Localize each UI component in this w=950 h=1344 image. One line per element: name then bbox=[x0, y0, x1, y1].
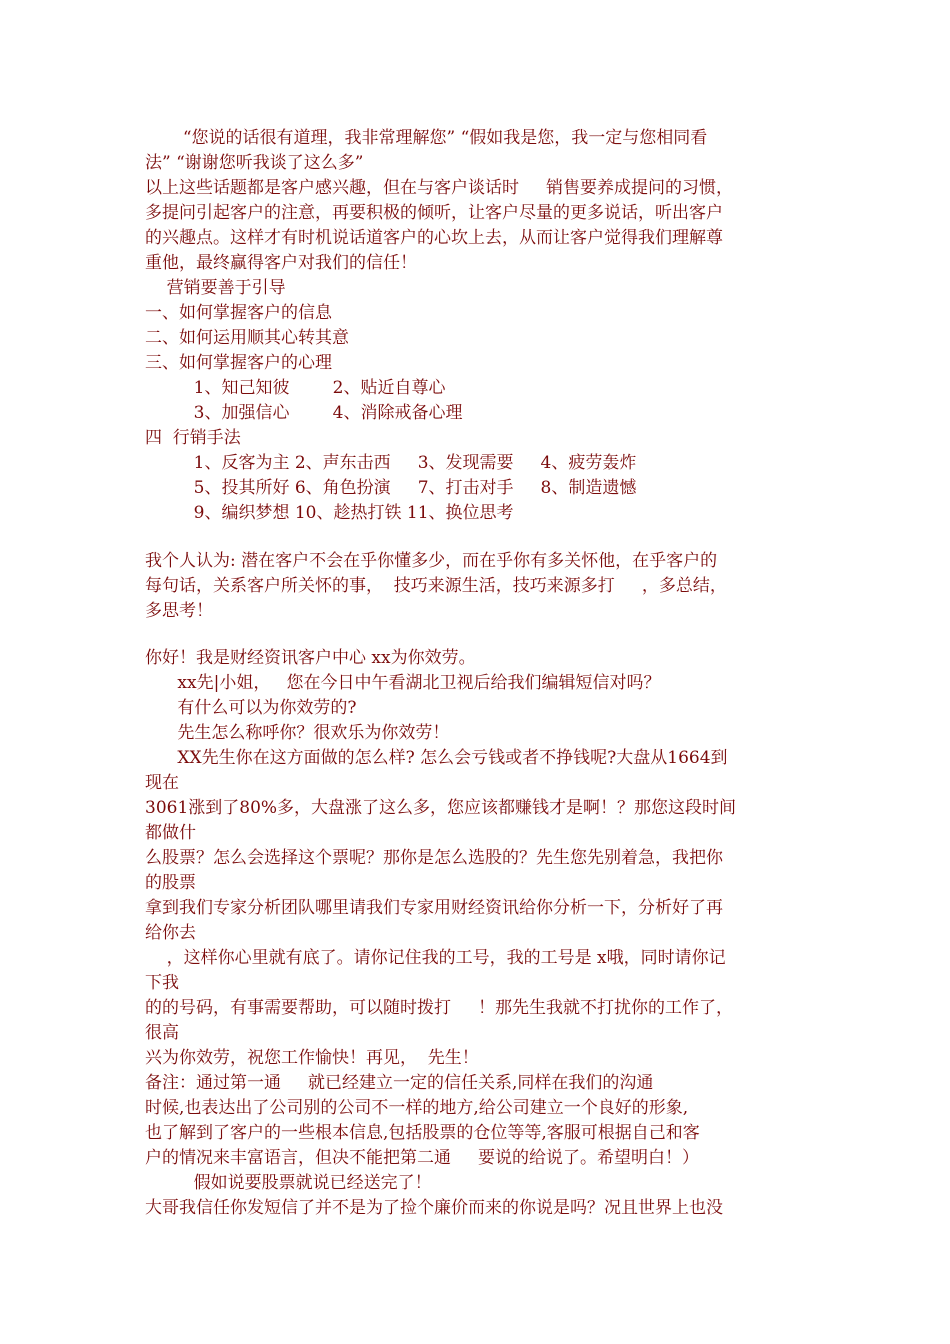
list-item: 三、如何掌握客户的心理 bbox=[145, 353, 332, 373]
sub-list-item: 9、编织梦想 10、趁热打铁 11、换位思考 bbox=[145, 503, 514, 523]
sub-list-item: 5、投其所好 6、角色扮演 7、打击对手 8、制造遗憾 bbox=[145, 478, 637, 498]
text-line: 多提问引起客户的注意，再要积极的倾听，让客户尽量的更多说话，听出客户 bbox=[145, 203, 723, 223]
note-line: 备注：通过第一通 就已经建立一定的信任关系,同样在我们的沟通 bbox=[145, 1073, 654, 1093]
script-line: 都做什 bbox=[145, 823, 196, 843]
text-line: “您说的话很有道理，我非常理解您” “假如我是您，我一定与您相同看 bbox=[145, 128, 708, 148]
script-line: 拿到我们专家分析团队哪里请我们专家用财经资讯给你分析一下，分析好了再 bbox=[145, 898, 723, 918]
note-line: 也了解到了客户的一些根本信息,包括股票的仓位等等,客服可根据自己和客 bbox=[145, 1123, 700, 1143]
script-line: 有什么可以为你效劳的? bbox=[145, 698, 357, 718]
text-line: 每句话，关系客户所关怀的事， 技巧来源生活，技巧来源多打 ，多总结， bbox=[145, 576, 727, 596]
section-heading: 营销要善于引导 bbox=[145, 278, 286, 298]
script-line: XX先生你在这方面做的怎么样? 怎么会亏钱或者不挣钱呢?大盘从1664到 bbox=[145, 748, 728, 768]
sub-list-item: 3、加强信心 4、消除戒备心理 bbox=[145, 403, 463, 423]
script-line: 兴为你效劳，祝您工作愉快！再见， 先生！ bbox=[145, 1048, 479, 1068]
script-line: 先生怎么称呼你？很欢乐为你效劳！ bbox=[145, 723, 450, 743]
script-line: ，这样你心里就有底了。请你记住我的工号，我的工号是 x哦，同时请你记 bbox=[145, 948, 726, 968]
note-line: 时候,也表达出了公司别的公司不一样的地方,给公司建立一个良好的形象, bbox=[145, 1098, 689, 1118]
script-line: 的股票 bbox=[145, 873, 196, 893]
text-line: 法” “谢谢您听我谈了这么多” bbox=[145, 153, 364, 173]
script-line: xx先|小姐， 您在今日中午看湖北卫视后给我们编辑短信对吗？ bbox=[145, 673, 661, 693]
sub-list-item: 1、反客为主 2、声东击西 3、发现需要 4、疲劳轰炸 bbox=[145, 453, 637, 473]
note-line: 户的情况来丰富语言，但决不能把第二通 要说的给说了。希望明白！） bbox=[145, 1148, 700, 1168]
list-item: 二、如何运用顺其心转其意 bbox=[145, 328, 349, 348]
sub-list-item: 1、知己知彼 2、贴近自尊心 bbox=[145, 378, 446, 398]
text-line: 大哥我信任你发短信了并不是为了捡个廉价而来的你说是吗？况且世界上也没 bbox=[145, 1198, 723, 1218]
text-line: 假如说要股票就说已经送完了！ bbox=[145, 1173, 432, 1193]
list-item: 四 行销手法 bbox=[145, 428, 241, 448]
text-line: 你好！我是财经资讯客户中心 xx为你效劳。 bbox=[145, 648, 476, 668]
list-item: 一、如何掌握客户的信息 bbox=[145, 303, 332, 323]
text-line: 多思考！ bbox=[145, 601, 213, 621]
text-line: 的兴趣点。这样才有时机说话道客户的心坎上去，从而让客户觉得我们理解尊 bbox=[145, 228, 723, 248]
script-line: 很高 bbox=[145, 1023, 179, 1043]
script-line: 下我 bbox=[145, 973, 179, 993]
script-line: 的的号码，有事需要帮助，可以随时拨打 ！那先生我就不打扰你的工作了， bbox=[145, 998, 734, 1018]
script-line: 3061涨到了80%多，大盘涨了这么多，您应该都赚钱才是啊！？那您这段时间 bbox=[145, 798, 737, 818]
text-line: 重他，最终赢得客户对我们的信任！ bbox=[145, 253, 417, 273]
text-line: 我个人认为: 潜在客户不会在乎你懂多少，而在乎你有多关怀他，在乎客户的 bbox=[145, 551, 718, 571]
script-line: 现在 bbox=[145, 773, 179, 793]
script-line: 么股票？怎么会选择这个票呢？那你是怎么选股的？先生您先别着急，我把你 bbox=[145, 848, 723, 868]
text-line: 以上这些话题都是客户感兴趣，但在与客户谈话时 销售要养成提问的习惯， bbox=[145, 178, 734, 198]
script-line: 给你去 bbox=[145, 923, 196, 943]
